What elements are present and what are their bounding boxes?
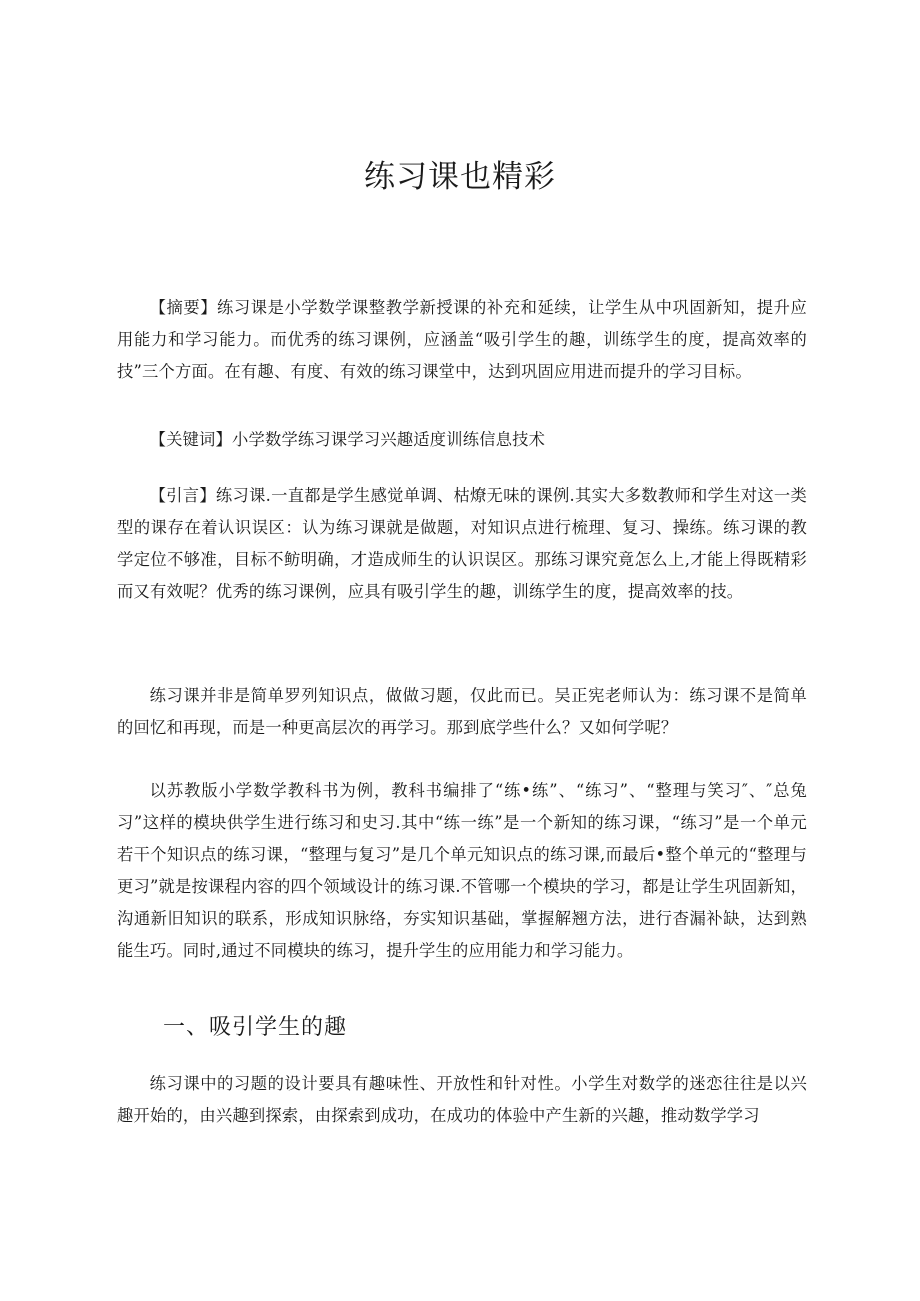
keywords-paragraph: 【关键词】小学数学练习课学习兴趣适度训练信息技术: [149, 430, 546, 449]
section-1-paragraph: 练习课中的习题的设计要具有趣味性、开放性和针对性。小学生对数学的迷恋往往是以兴趣开始的，由兴趣到探索，由探索到成功，在成功的体验中产生新的兴趣，推动数学学习: [117, 1074, 807, 1125]
document-title: 练习课也精彩: [364, 159, 556, 195]
body-paragraph-1: 练习课并非是简单罗列知识点，做做习题，仅此而已。吴正宪老师认为：练习课不是简单的回忆和再现，而是一种更高层次的再学习。那到底学些什么？又如何学呢？: [117, 686, 807, 737]
body-paragraph-2: 以苏教版小学数学教科书为例，教科书编排了“练•练”、“练习”、“整理与笑习″、″总兔习”这样的模块供学生进行练习和史习.其中“练一练”是一个新知的练习课，“练习”是一个单元若干个知识点的练习课，“整理与复习”是几个单元知识点的练习课,而最后•整个单元的“整理与更习”就是按课程内容的四个领域设计的练习课.不管哪一个模块的学习，都是让学生巩固新知，沟通新旧知识的联系，形成知识脉络，夯实知识基础，掌握解翘方法，进行杳漏补缺，达到熟能生巧。同时,通过不同模块的练习，提升学生的应用能力和学习能力。: [117, 781, 807, 960]
section-heading-1: 一、吸引学生的趣: [163, 1015, 348, 1040]
intro-paragraph: 【引言】练习课.一直都是学生感觉单调、枯燎无味的课例.其实大多数教师和学生对这一类型的课存在着认识误区：认为练习课就是做题，对知识点进行梳理、复习、操练。练习课的教学定位不够准，目标不鲂明确，才造成师生的认识误区。那练习课究竟怎么上,才能上得既精彩而又有效呢？优秀的练习课例，应具有吸引学生的趣，训练学生的度，提高效率的技。: [117, 486, 807, 601]
abstract-paragraph: 【摘要】练习课是小学数学课整教学新授课的补充和延续，让学生从中巩固新知，提升应用能力和学习能力。而优秀的练习课例，应涵盖“吸引学生的趣，训练学生的度，提高效率的技”三个方面。在有趣、有度、有效的练习课堂中，达到巩固应用进而提升的学习目标。: [117, 298, 807, 381]
